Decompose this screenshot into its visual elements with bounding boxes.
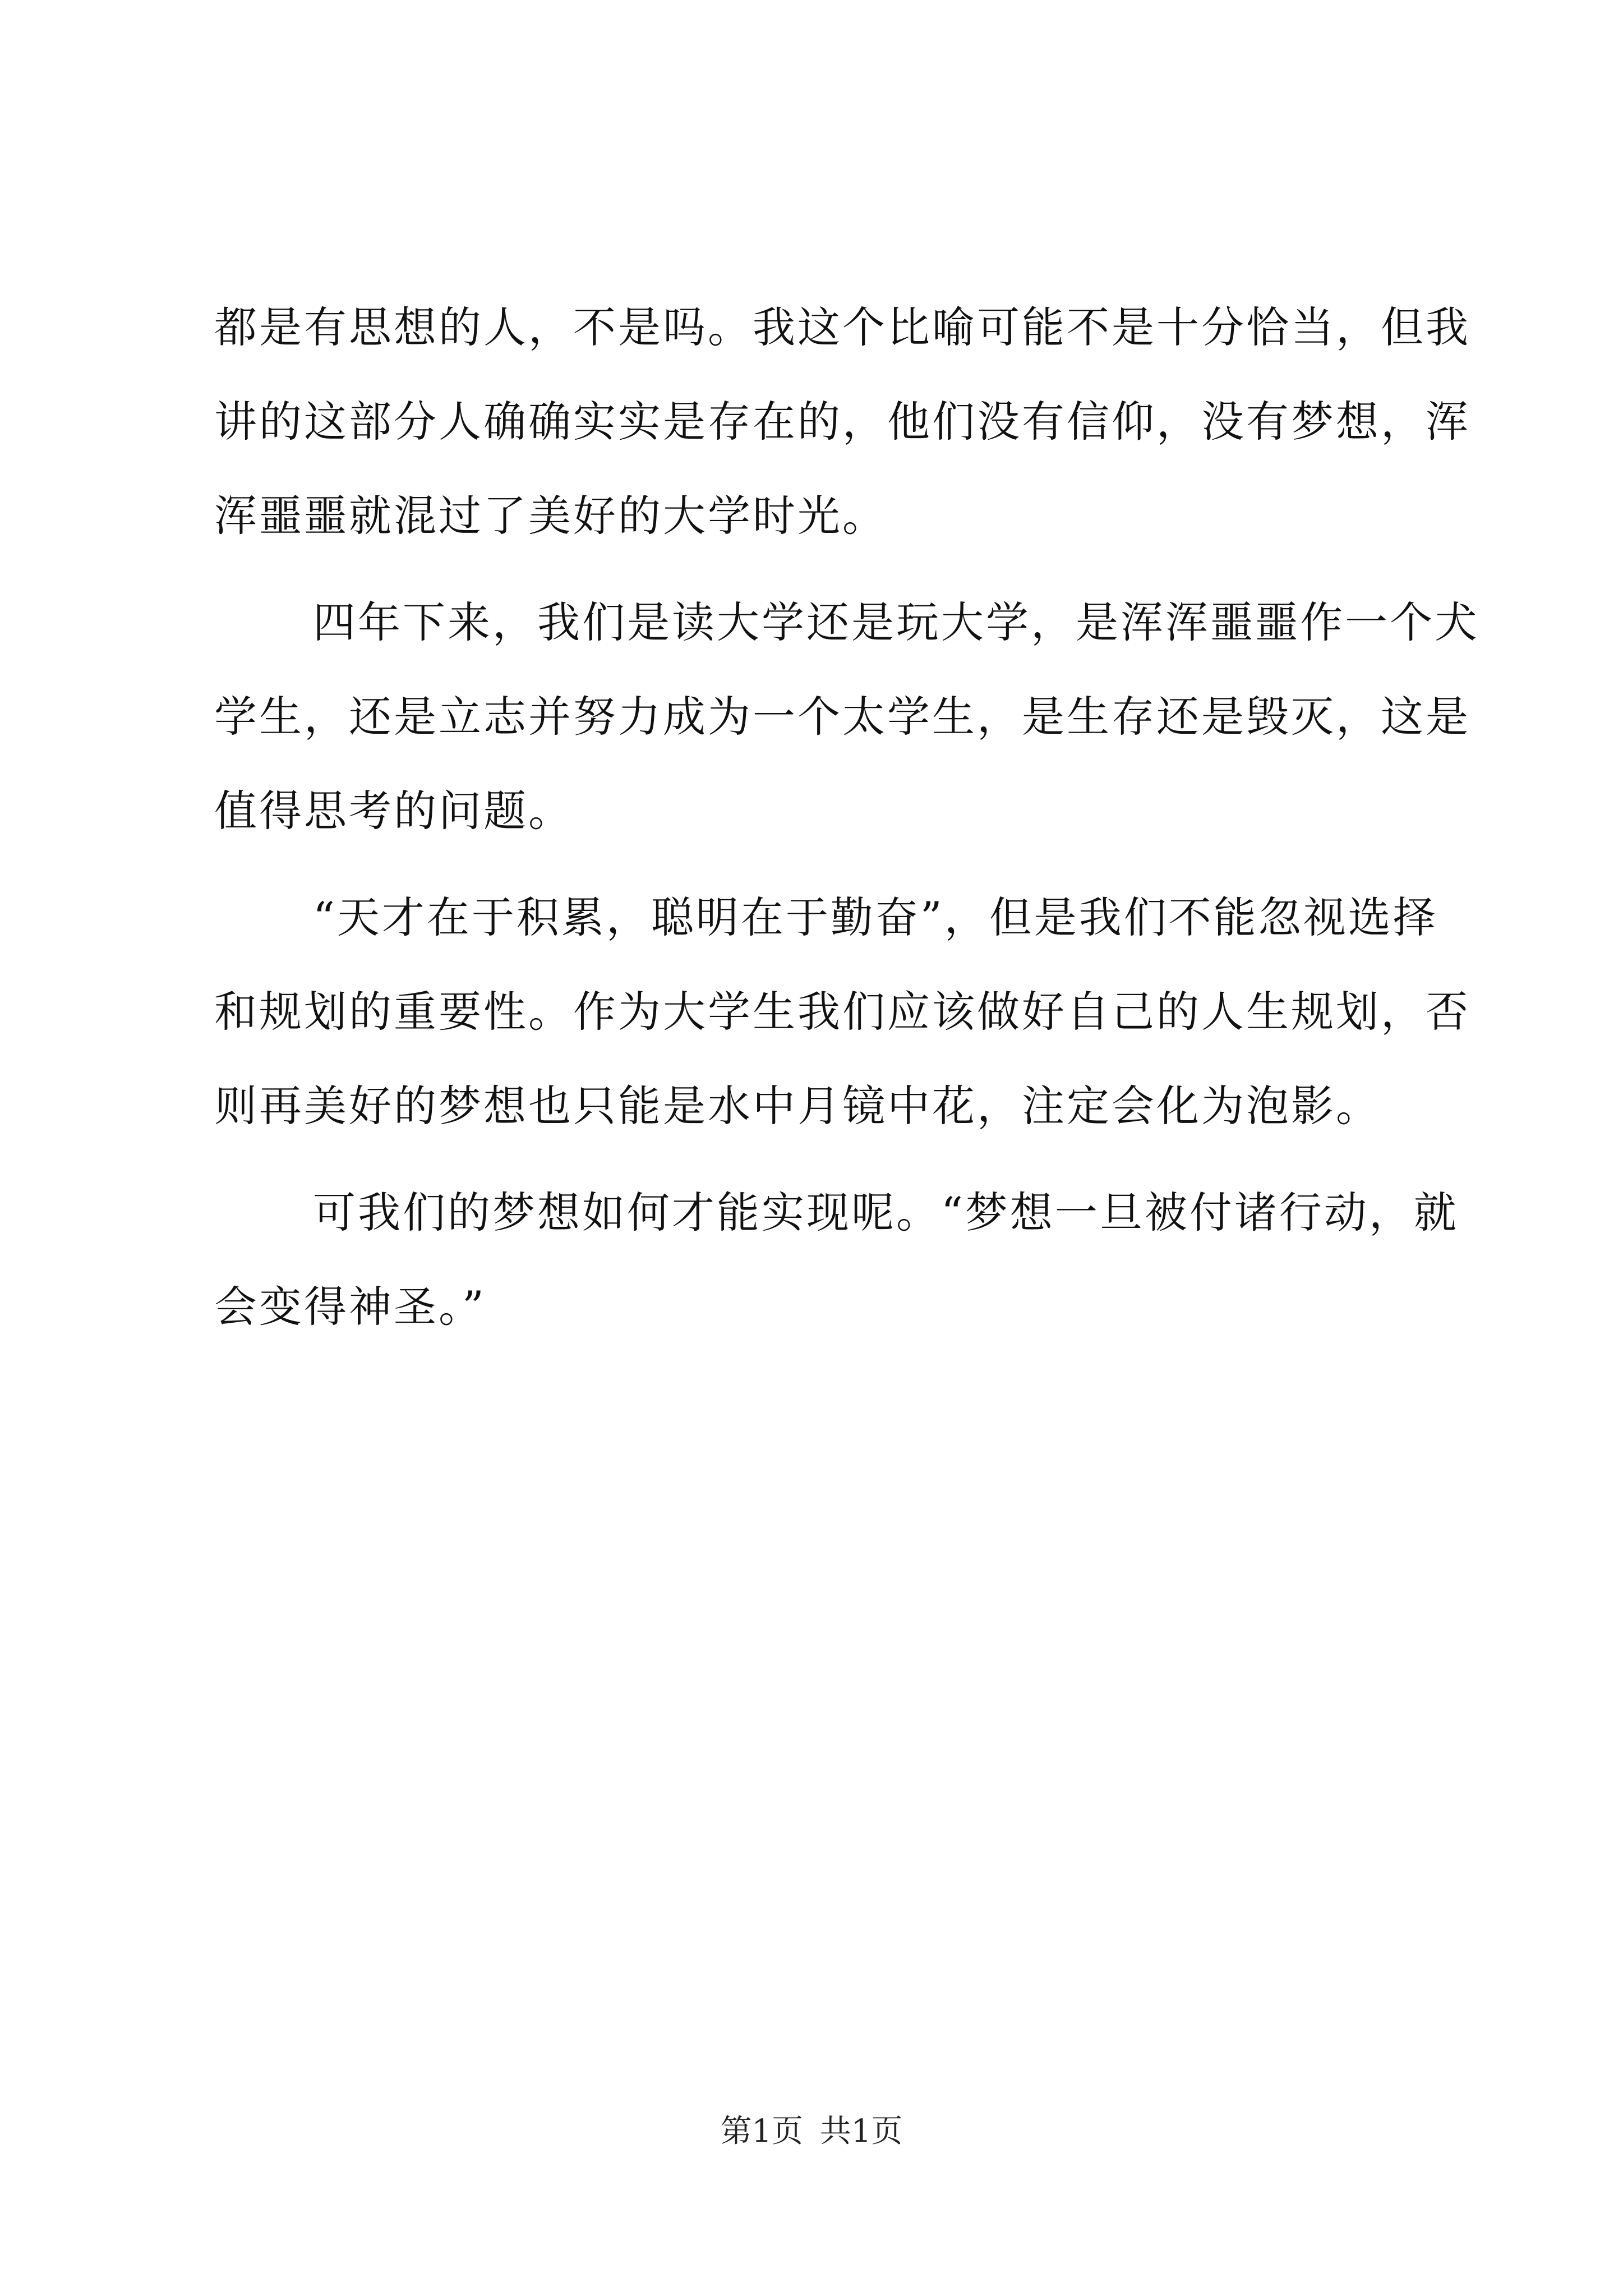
page-number: 第1页 <box>720 2113 804 2150</box>
text-line: 会变得神圣。” <box>214 1282 486 1332</box>
paragraph-dream-realization <box>214 1166 1459 1354</box>
paragraph-four-years <box>214 576 1479 858</box>
page-total: 共1页 <box>819 2113 903 2150</box>
text-line: 则再美好的梦想也只能是水中月镜中花，注定会化为泡影。 <box>214 1081 1381 1131</box>
text-line: 学生，还是立志并努力成为一个太学生，是生存还是毁灭，这是 <box>214 692 1470 742</box>
text-line: 浑噩噩就混过了美好的大学时光。 <box>214 491 887 541</box>
text-line: 可我们的梦想如何才能实现呢。“梦想一旦被付诸行动，就 <box>313 1188 1459 1237</box>
text-line: 四年下来，我们是读大学还是玩大学，是浑浑噩噩作一个犬 <box>313 597 1479 647</box>
text-line: 都是有思想的人，不是吗。我这个比喻可能不是十分恰当，但我 <box>214 302 1470 352</box>
text-line: 值得思考的问题。 <box>214 786 573 836</box>
text-line: “天才在于积累，聪明在于勤奋”，但是我们不能忽视选择 <box>313 892 1438 942</box>
document-body <box>214 280 1479 1366</box>
text-line: 和规划的重要性。作为大学生我们应该做好自己的人生规划，否 <box>214 987 1470 1037</box>
paragraph-genius-quote <box>214 871 1470 1153</box>
text-line: 讲的这部分人确确实实是存在的，他们没有信仰，没有梦想，浑 <box>214 397 1470 447</box>
paragraph-continuation <box>214 280 1470 563</box>
page-footer <box>0 2109 1623 2154</box>
